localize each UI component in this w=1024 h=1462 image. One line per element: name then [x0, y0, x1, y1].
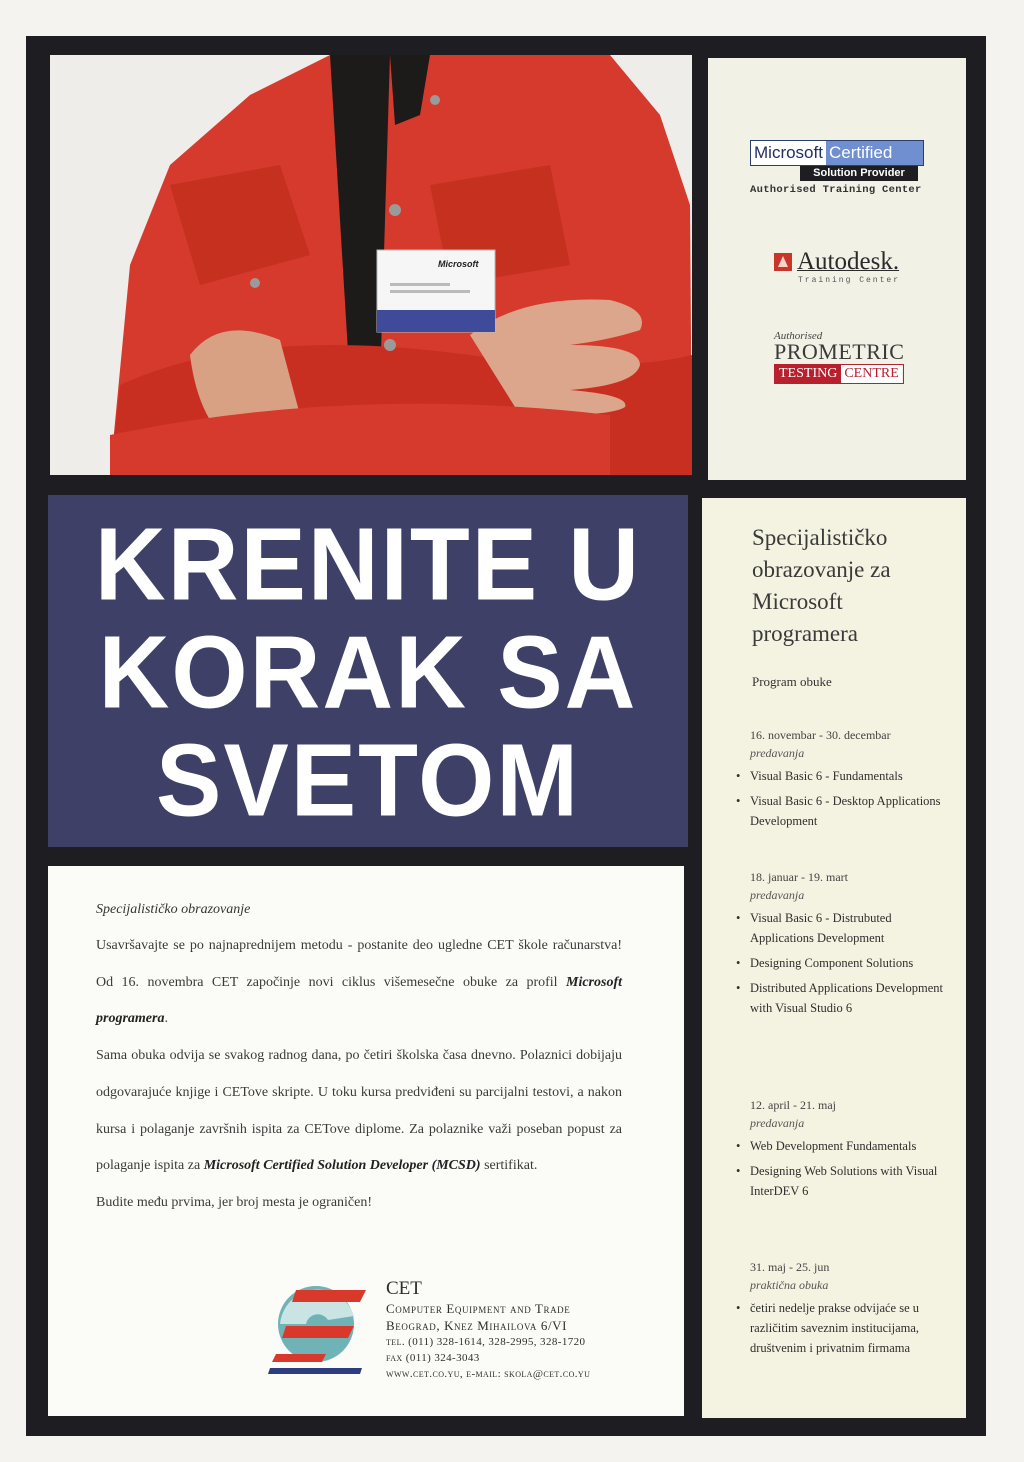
company-full-name: Computer Equipment and Trade [386, 1301, 571, 1316]
program-date: 18. januar - 19. mart [750, 870, 848, 884]
program-kind: predavanja [750, 1116, 805, 1130]
cet-logo-icon [266, 1276, 370, 1380]
sidebar-subtitle: Program obuke [752, 674, 832, 689]
partner-logos-panel [708, 58, 966, 480]
prometric-centre-label: CENTRE [841, 365, 901, 383]
company-tel: tel. (011) 328-1614, 328-2995, 328-1720 [386, 1336, 586, 1348]
autodesk-word: Autodesk. [797, 248, 900, 275]
company-address: Beograd, Knez Mihailova 6/VI [386, 1318, 568, 1333]
microsoft-certified-logo [750, 140, 924, 196]
program-item: • Visual Basic 6 - Desktop Applications Development [736, 791, 956, 831]
company-info [386, 1278, 590, 1382]
autodesk-logo [774, 250, 914, 285]
headline-panel [48, 495, 688, 847]
headline-line-2: KORAK SA [98, 614, 638, 730]
hero-photo [50, 55, 692, 475]
badge-brand: Microsoft [438, 259, 479, 269]
company-web-email: www.cet.co.yu, e-mail: skola@cet.co.yu [386, 1368, 591, 1380]
program-item: • Visual Basic 6 - Fundamentals [736, 766, 956, 786]
program-block-2 [736, 868, 956, 1023]
sidebar-title: Specijalističko obrazovanje za Microsoft programera [752, 525, 891, 646]
company-name: CET [386, 1278, 422, 1299]
body-heading: Specijalističko obrazovanje [96, 902, 251, 917]
program-item: • četiri nedelje prakse odvijaće se u različitim saveznim institucijama, društvenim i privatnim firmama [736, 1298, 956, 1358]
certified-word: Certified [826, 141, 923, 165]
program-block-3 [736, 1096, 956, 1206]
prometric-testing-label: TESTING [775, 365, 841, 383]
program-item: • Designing Component Solutions [736, 953, 956, 973]
headline-line-3: SVETOM [155, 722, 581, 838]
microsoft-programera-emphasis: Microsoft programera [96, 974, 622, 1027]
program-item: • Visual Basic 6 - Distrubuted Applications Development [736, 908, 956, 948]
body-paragraph-2: Sama obuka odvija se svakog radnog dana, po četiri školska časa dnevno. Polaznici dobijaju odgovarajuće knjige i CETove skripte. U toku kursa predviđeni su parcijalni testovi, a nakon kursa i polaganje završnih ispita za CETove diplome. Za polaznike važi poseban popust za polaganje ispita za Microsoft Certified Solution Developer (MCSD) sertifikat. [96, 1048, 622, 1174]
authorised-training-center-label: Authorised Training Center [750, 184, 922, 196]
company-fax: fax (011) 324-3043 [386, 1352, 480, 1364]
autodesk-training-center-label: Training Center [798, 276, 901, 285]
body-text [96, 928, 622, 1222]
body-paragraph-3: Budite među prvima, jer broj mesta je ograničen! [96, 1194, 373, 1210]
body-paragraph-1: Usavršavajte se po najnaprednijem metodu - postanite deo ugledne CET škole računarstva! Od 16. novembra CET započinje novi ciklus višemesečne obuke za profil Microsoft programera. [96, 938, 622, 1027]
solution-provider-label: Solution Provider [800, 166, 918, 181]
program-date: 12. april - 21. maj [750, 1098, 836, 1112]
program-kind: praktična obuka [750, 1278, 829, 1292]
program-kind: predavanja [750, 746, 805, 760]
prometric-logo [774, 330, 904, 384]
body-panel [48, 866, 684, 1416]
program-item: • Distributed Applications Development with Visual Studio 6 [736, 978, 956, 1018]
program-date: 31. maj - 25. jun [750, 1260, 830, 1274]
headline-line-1: KRENITE U [94, 506, 642, 622]
prometric-authorised-label: Authorised [774, 330, 823, 342]
program-sidebar [702, 498, 966, 1418]
man-red-shirt-image [50, 55, 692, 475]
program-item: • Web Development Fundamentals [736, 1136, 956, 1156]
program-item: • Designing Web Solutions with Visual InterDEV 6 [736, 1161, 956, 1201]
program-kind: predavanja [750, 888, 805, 902]
program-block-1 [736, 726, 956, 836]
program-date: 16. novembar - 30. decembar [750, 728, 891, 742]
mcsd-emphasis: Microsoft Certified Solution Developer (MCSD) [203, 1158, 481, 1174]
microsoft-word: Microsoft [751, 141, 826, 165]
prometric-word: PROMETRIC [774, 339, 905, 364]
autodesk-mark-icon [774, 253, 792, 271]
program-block-4 [736, 1258, 956, 1363]
